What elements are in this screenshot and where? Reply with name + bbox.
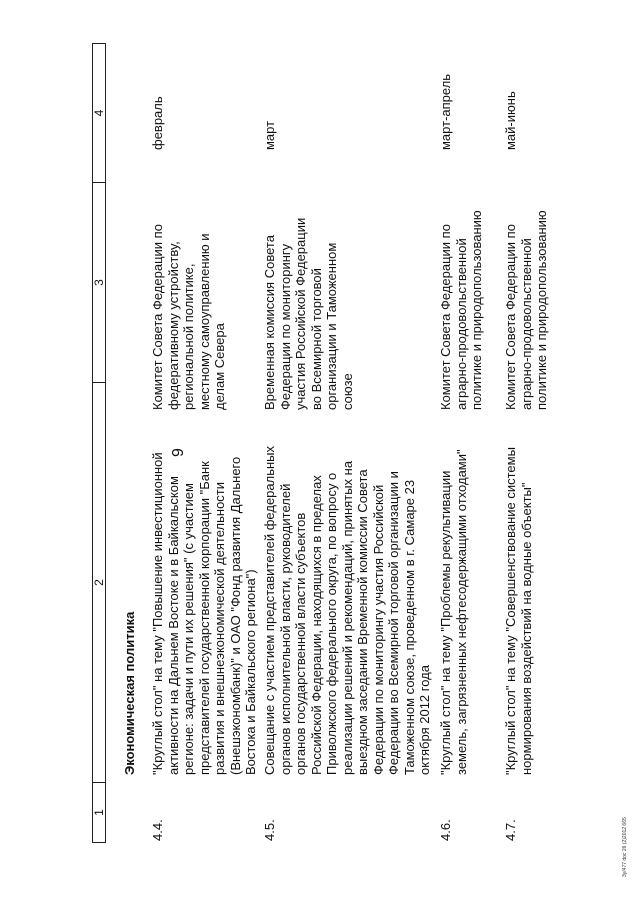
row-number: 4.6. (438, 819, 453, 841)
row-term: март (262, 120, 277, 150)
row-number: 4.7. (503, 819, 518, 841)
table-header (92, 43, 106, 843)
footer-code: 3у/477 doc 26 (2)2012 665 (622, 817, 628, 877)
row-event: "Круглый стол" на тему "Совершенствование системы нормирования воздействий на водные объекты" (503, 447, 534, 775)
row-event: "Круглый стол" на тему "Проблемы рекультивации земель, загрязненных нефтесодержащими отходами" (438, 449, 469, 775)
row-term: май-июнь (503, 91, 518, 150)
header-col-2: 2 (93, 382, 105, 782)
header-col-4: 4 (92, 109, 106, 117)
page-number: 9 (170, 448, 187, 457)
row-term: февраль (150, 96, 165, 150)
section-title: Экономическая политика (122, 611, 137, 775)
header-col-1: 1 (93, 782, 105, 842)
row-term: март-апрель (438, 73, 453, 150)
row-organizer: Комитет Совета Федерации по аграрно-продовольственной политике и природопользованию (438, 210, 484, 410)
row-number: 4.5. (262, 819, 277, 841)
row-organizer: Временная комиссия Совета Федерации по мониторингу участия Российской Федерации во Всемирной торговой организации и Таможенном союзе (262, 217, 355, 410)
row-organizer: Комитет Совета Федерации по федеративному устройству, региональной политике, местному самоуправлению и делам Севера (150, 224, 227, 410)
row-organizer: Комитет Совета Федерации по аграрно-продовольственной политике и природопользованию (503, 210, 549, 410)
row-event: "Круглый стол" на тему "Повышение инвестиционной активности на Дальнем Востоке и в Байкальском регионе: задачи и пути их решения" (с участием представителей государственной корпорации "Банк развития и внешнеэкономической деятельности (Внешэкономбанк)" и ОАО "Фонд развития Дальнего Востока и Байкальского региона") (150, 452, 258, 775)
header-col-3: 3 (93, 182, 105, 382)
row-number: 4.4. (150, 819, 165, 841)
row-event: Совещание с участием представителей федеральных органов исполнительной власти, руководителей органов государственной власти субъектов Российской Федерации, находящихся в пределах Приволжского федерального округа, по вопросу о реализации решений и рекомендаций, принятых на выездном заседании Временной комиссии Совета Федерации по мониторингу участия Российской Федерации во Всемирной торговой организации и Таможенном союзе, проведенном в г. Самаре 23 октября 2012 года (262, 445, 432, 775)
